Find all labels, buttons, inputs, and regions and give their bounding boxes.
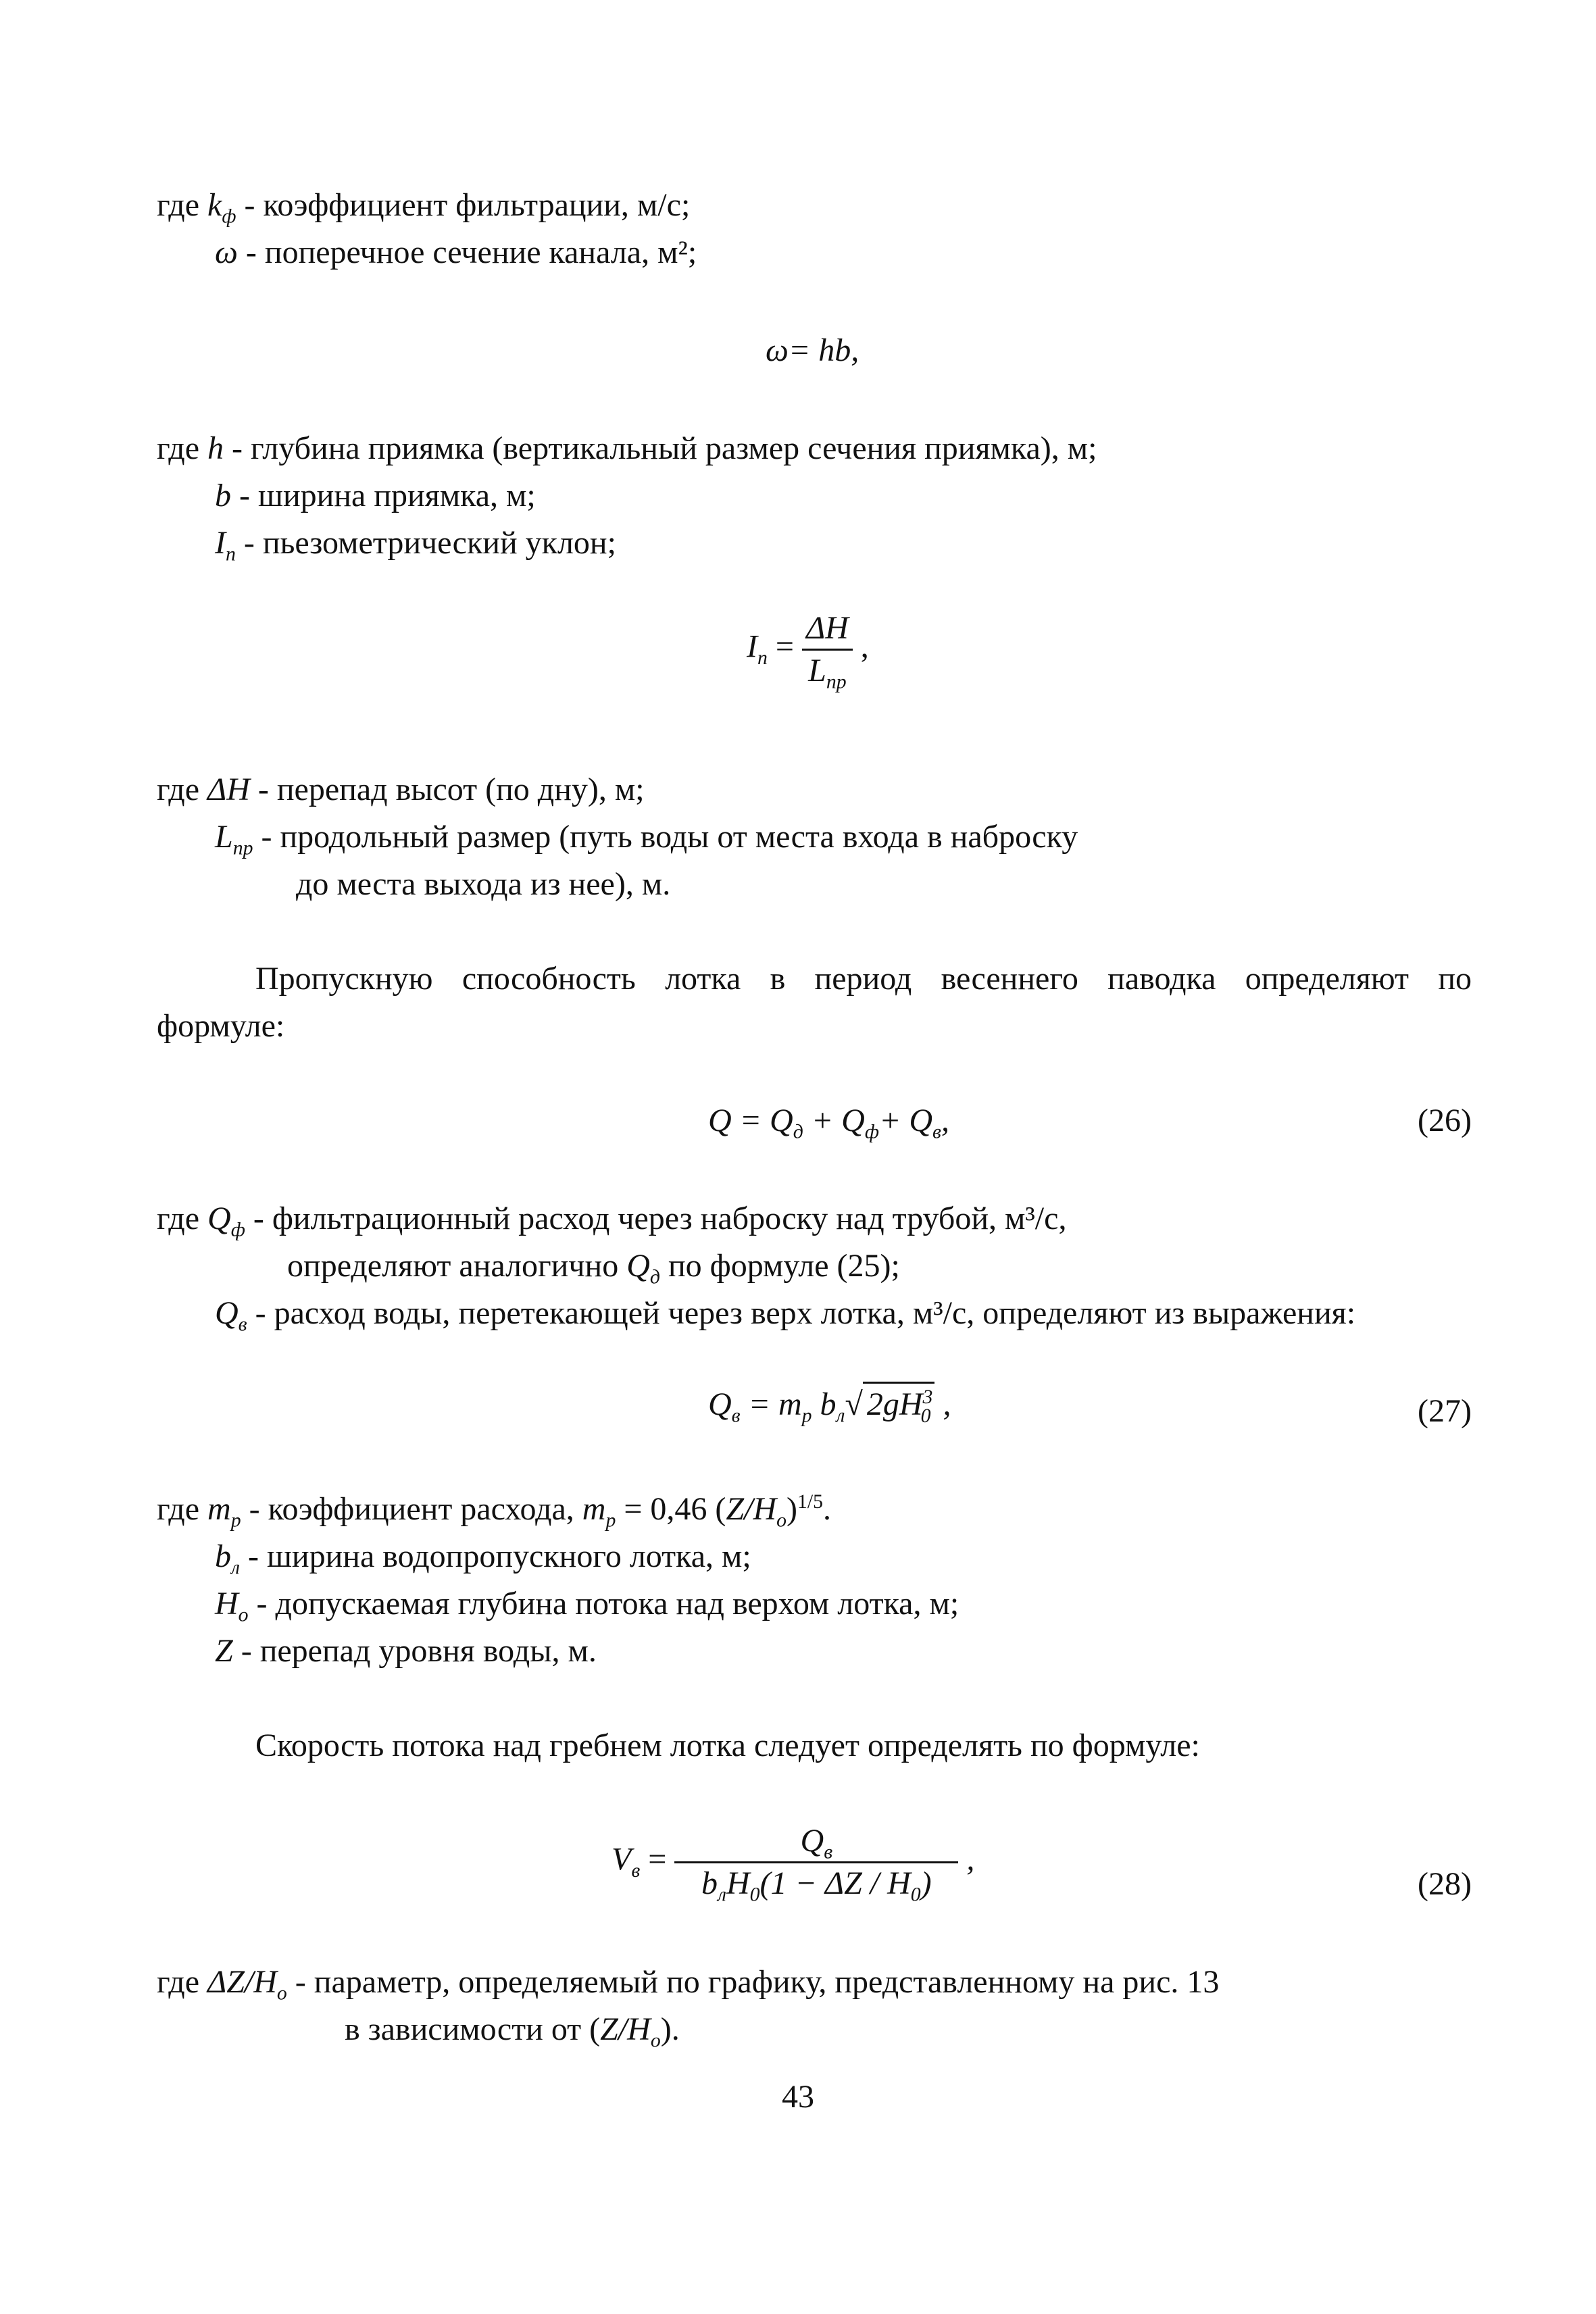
subscript: в [631, 1859, 641, 1882]
subscript: p [230, 1509, 241, 1532]
definition-text: - перепад высот (по дну), м; [249, 772, 645, 807]
paragraph-capacity-line-1 [255, 959, 1472, 999]
definition-text: до места выхода из нее), м. [296, 866, 671, 902]
subscript: о [276, 1982, 287, 2005]
symbol: I [215, 525, 226, 561]
equation-number-27: (27) [1418, 1393, 1472, 1429]
definition-text: - ширина приямка, м; [231, 478, 536, 513]
equals-sign: = [640, 1841, 675, 1878]
equation-part: + Q [878, 1103, 933, 1138]
symbol: m [582, 1491, 606, 1527]
symbol: Z [215, 1633, 233, 1669]
paragraph-text: Скорость потока над гребнем лотка следует определять по формуле: [255, 1728, 1200, 1763]
definition-dzh-line [157, 1963, 1220, 2005]
square-root [845, 1382, 935, 1427]
definition-text: = 0,46 ( [616, 1491, 726, 1527]
denominator-part: H [726, 1865, 750, 1901]
denominator-symbol: L [808, 653, 826, 688]
equation-number-26: (26) [1418, 1103, 1472, 1138]
subscript: д [649, 1265, 660, 1288]
where-label: где [157, 1964, 208, 2000]
superscript: 1/5 [797, 1490, 823, 1513]
superscript: 3 [922, 1386, 933, 1408]
denominator-part: ) [920, 1865, 932, 1901]
subscript: л [836, 1404, 845, 1427]
subscript: p [801, 1404, 812, 1427]
numerator [674, 1821, 958, 1863]
subscript: л [718, 1883, 726, 1906]
definition-text: - параметр, определяемый по графику, представленному на рис. 13 [286, 1964, 1220, 2000]
subscript: в [932, 1120, 941, 1143]
definition-text: - ширина водопропускного лотка, м; [239, 1538, 751, 1574]
symbol: m [207, 1491, 231, 1527]
subscript: п [757, 647, 768, 670]
equation-part: , [941, 1103, 949, 1138]
definition-text: - пьезометрический уклон; [235, 525, 616, 561]
subscript: ф [230, 1218, 245, 1241]
denominator [674, 1863, 958, 1904]
definition-qv-line [215, 1294, 1356, 1336]
subscript: д [793, 1120, 803, 1143]
subscript: в [238, 1313, 247, 1336]
definition-l-line-continued [296, 865, 670, 904]
radical-sign-icon: √ [845, 1386, 863, 1422]
where-label: где [157, 430, 208, 466]
definition-bl-line [215, 1537, 751, 1579]
definition-text: ) [786, 1491, 797, 1527]
paragraph-capacity-line-2 [157, 1007, 284, 1046]
definition-omega-line [215, 233, 697, 272]
numerator-symbol: Q [800, 1823, 824, 1859]
equation-part: = m [740, 1386, 802, 1422]
subscript: p [605, 1509, 616, 1532]
definition-in-line [215, 524, 616, 563]
definition-text: - перепад уровня воды, м. [232, 1633, 597, 1669]
comma: , [958, 1841, 975, 1878]
subscript: о [238, 1603, 249, 1626]
definition-k-line [157, 186, 691, 228]
definition-text: - поперечное сечение канала, м²; [237, 234, 697, 270]
symbol: Z/H [600, 2011, 651, 2047]
definition-text: . [822, 1491, 831, 1527]
page-number: 43 [782, 2079, 814, 2115]
equation-piezometric-slope [747, 608, 869, 691]
equation-omega [766, 331, 859, 370]
definition-text: - коэффициент фильтрации, м/с; [236, 187, 691, 223]
definition-z-line [215, 1632, 597, 1671]
symbol: ω [215, 234, 238, 270]
subscript: в [731, 1404, 741, 1427]
symbol: b [215, 478, 231, 513]
symbol: H [215, 1586, 239, 1621]
definition-qf-line-continued [287, 1247, 900, 1286]
where-label: где [157, 772, 208, 807]
symbol: k [207, 187, 222, 223]
symbol: Q [626, 1248, 650, 1284]
definition-b-line [215, 476, 536, 515]
where-label: где [157, 1491, 208, 1527]
paragraph-text: формуле: [157, 1008, 285, 1044]
definition-text: - допускаемая глубина потока над верхом лотка, м; [248, 1586, 959, 1621]
equation-part: b [812, 1386, 837, 1422]
definition-text: по формуле (25); [659, 1248, 900, 1284]
subscript: 0 [920, 1404, 931, 1427]
subscript: ф [864, 1120, 879, 1143]
subscript: п [225, 543, 236, 565]
equation-part: + Q [803, 1103, 865, 1138]
lhs-symbol: I [747, 628, 757, 665]
definition-text: определяют аналогично [287, 1248, 627, 1284]
definition-ho-line [215, 1584, 959, 1624]
definition-text: - глубина приямка (вертикальный размер сечения приямка), м; [224, 430, 1097, 466]
paragraph-velocity [255, 1726, 1200, 1765]
equation-28 [612, 1821, 974, 1904]
subscript: пр [826, 670, 847, 693]
definition-text: - фильтрационный расход через наброску над трубой, м³/с, [245, 1201, 1067, 1236]
symbol: ΔH [207, 772, 250, 807]
comma: , [934, 1386, 951, 1422]
subscript: о [776, 1509, 787, 1532]
symbol: Z/H [726, 1491, 777, 1527]
definition-dh-line [157, 770, 645, 809]
radicand [863, 1382, 935, 1427]
definition-text: - продольный размер (путь воды от места входа в наброску [253, 819, 1078, 855]
symbol: Q [207, 1201, 231, 1236]
equation-26 [708, 1101, 949, 1143]
equation-27 [708, 1382, 951, 1427]
comma: , [852, 628, 869, 665]
definition-text: в зависимости от ( [345, 2011, 601, 2047]
lhs-symbol: Q [708, 1386, 732, 1422]
equation-number-28: (28) [1418, 1866, 1472, 1902]
equation-part: Q = Q [708, 1103, 793, 1138]
symbol: Q [215, 1295, 239, 1331]
lhs-symbol: V [612, 1841, 632, 1878]
symbol: L [215, 819, 233, 855]
fraction [802, 608, 853, 691]
subscript: о [650, 2029, 661, 2052]
subscript: 0 [910, 1883, 921, 1906]
definition-dzh-line-continued [345, 2010, 680, 2052]
definition-h-line [157, 429, 1097, 468]
subscript: пр [232, 836, 253, 859]
radicand-text: 2gH [866, 1386, 923, 1422]
fraction [674, 1821, 958, 1904]
equation-text: ω= hb, [766, 332, 859, 368]
denominator-part: (1 − ΔZ / H [759, 1865, 911, 1901]
denominator [802, 651, 853, 691]
subscript: ф [222, 205, 236, 228]
where-label: где [157, 187, 208, 223]
subscript: л [231, 1556, 240, 1579]
definition-l-line [215, 818, 1078, 857]
definition-text: ). [660, 2011, 680, 2047]
symbol: b [215, 1538, 231, 1574]
equals-sign: = [767, 628, 802, 665]
symbol: ΔZ/H [207, 1964, 277, 2000]
definition-m-line [157, 1490, 831, 1532]
subscript: 0 [749, 1883, 760, 1906]
paragraph-text: Пропускную способность лотка в период весеннего паводка определяют по [255, 961, 1472, 997]
definition-text: - коэффициент расхода, [241, 1491, 582, 1527]
denominator-part: b [701, 1865, 718, 1901]
numerator: ΔH [802, 608, 853, 651]
subscript: в [824, 1840, 833, 1863]
where-label: где [157, 1201, 208, 1236]
symbol: h [207, 430, 224, 466]
definition-qf-line [157, 1199, 1067, 1241]
definition-text: - расход воды, перетекающей через верх лотка, м³/с, определяют из выражения: [247, 1295, 1356, 1331]
